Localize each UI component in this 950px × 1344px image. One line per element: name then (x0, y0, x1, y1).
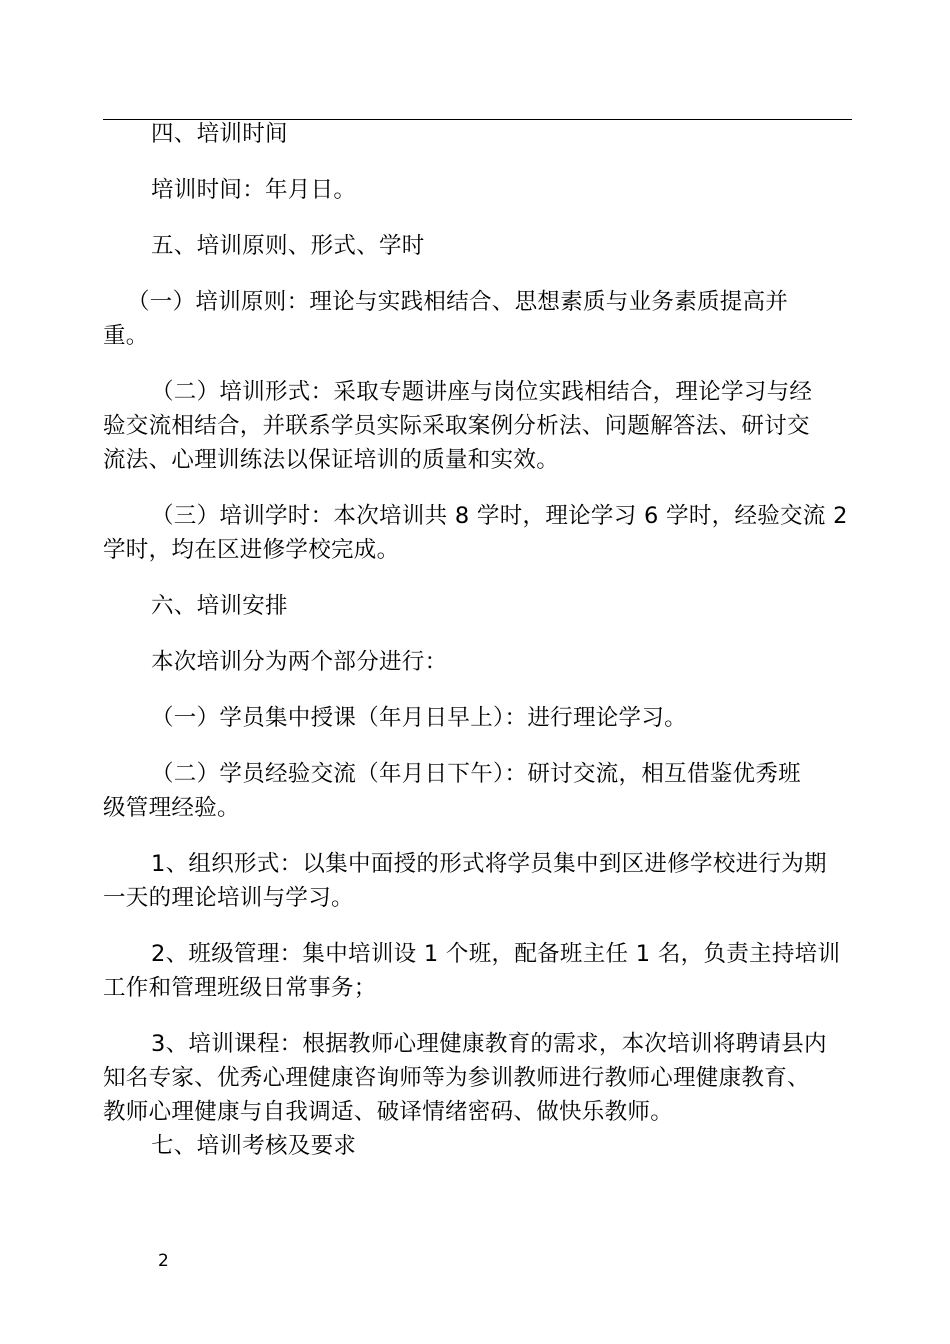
body-line: 知名专家、优秀心理健康咨询师等为参训教师进行教师心理健康教育、 (103, 1065, 810, 1091)
body-line: 教师心理健康与自我调适、破译情绪密码、做快乐教师。 (103, 1099, 674, 1125)
section-heading-6: 六、培训安排 (151, 593, 288, 619)
body-line: 培训时间：年月日。 (151, 177, 357, 203)
body-line: 3、培训课程：根据教师心理健康教育的需求，本次培训将聘请县内 (151, 1031, 827, 1057)
section-heading-4: 四、培训时间 (151, 121, 288, 147)
body-line: 流法、心理训练法以保证培训的质量和实效。 (103, 447, 560, 473)
section-heading-5: 五、培训原则、形式、学时 (151, 233, 425, 259)
body-line: （一）培训原则：理论与实践相结合、思想素质与业务素质提高并 (127, 289, 789, 315)
header-rule (103, 119, 852, 120)
body-line: 级管理经验。 (103, 795, 240, 821)
page-number: 2 (158, 1251, 169, 1271)
body-line: 1、组织形式：以集中面授的形式将学员集中到区进修学校进行为期 (151, 851, 827, 877)
body-line: 工作和管理班级日常事务； (103, 975, 377, 1001)
body-line: 学时，均在区进修学校完成。 (103, 537, 400, 563)
body-line: 一天的理论培训与学习。 (103, 885, 354, 911)
body-line: 重。 (103, 323, 149, 349)
body-line: 验交流相结合，并联系学员实际采取案例分析法、问题解答法、研讨交 (103, 413, 810, 439)
body-line: （三）培训学时：本次培训共 8 学时，理论学习 6 学时，经验交流 2 (151, 503, 848, 529)
body-line: 2、班级管理：集中培训设 1 个班，配备班主任 1 名，负责主持培训 (151, 941, 841, 967)
body-line: （一）学员集中授课（年月日早上）：进行理论学习。 (151, 705, 687, 731)
body-line: （二）学员经验交流（年月日下午）：研讨交流，相互借鉴优秀班 (151, 761, 801, 787)
section-heading-7: 七、培训考核及要求 (151, 1133, 357, 1159)
body-line: 本次培训分为两个部分进行： (151, 649, 448, 675)
body-line: （二）培训形式：采取专题讲座与岗位实践相结合，理论学习与经 (151, 379, 813, 405)
